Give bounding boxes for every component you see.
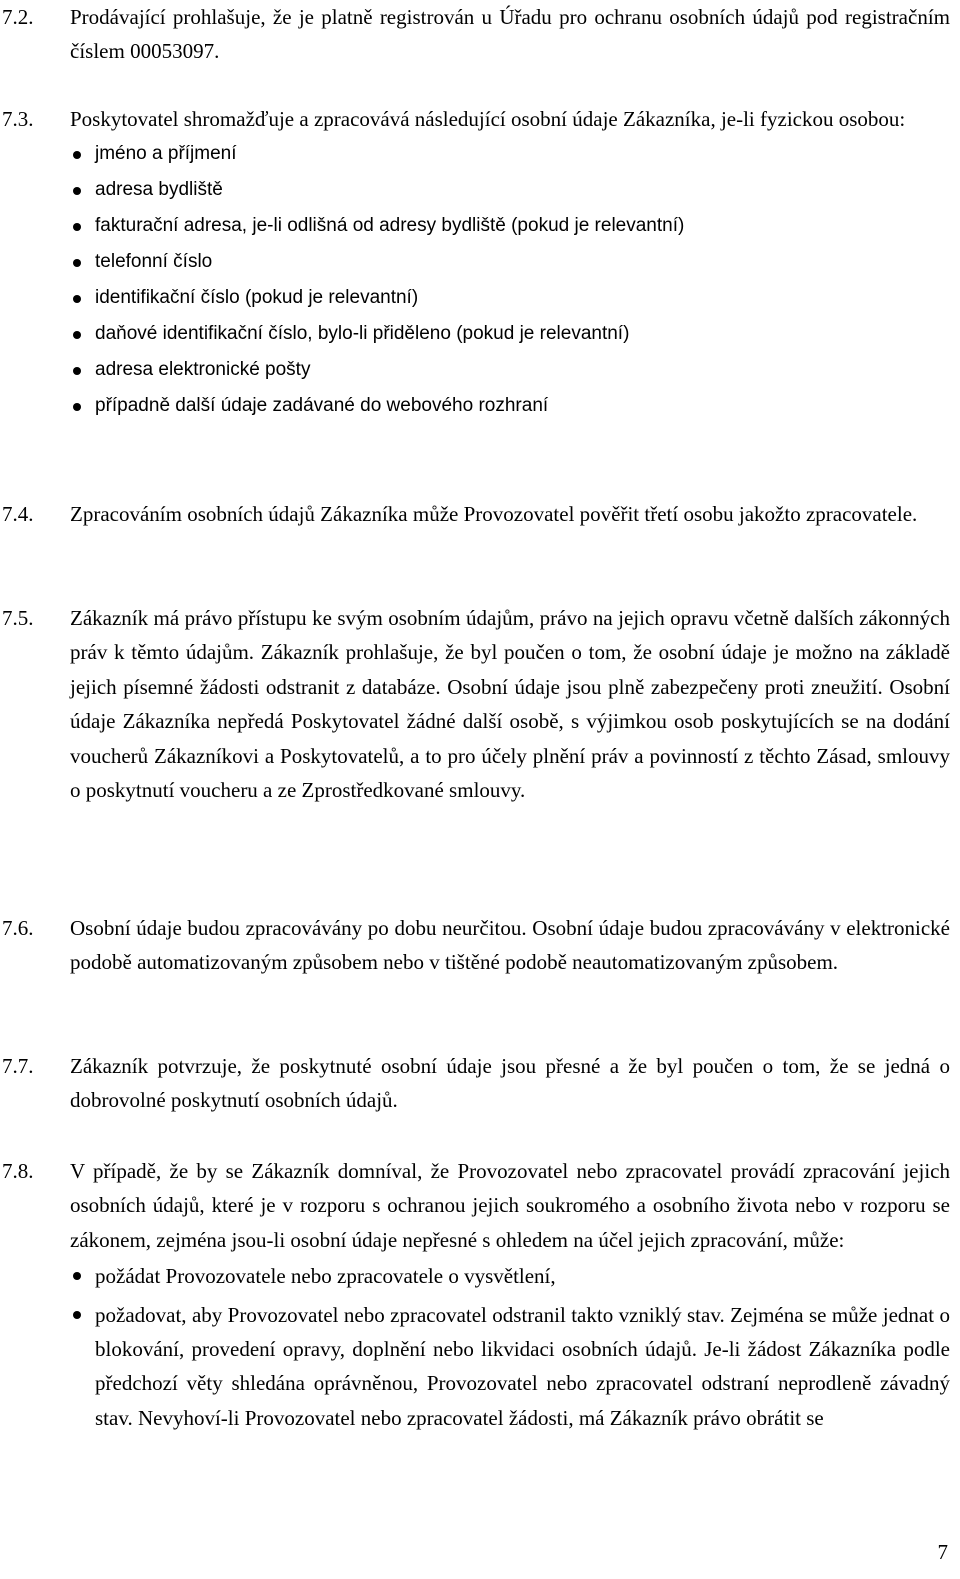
section-number: 7.8.	[2, 1159, 34, 1183]
bullet-icon	[73, 187, 81, 195]
bullet-icon	[73, 151, 81, 159]
list-item: případně další údaje zadávané do webového rozhraní	[70, 388, 950, 424]
list-item: daňové identifikační číslo, bylo-li přiděleno (pokud je relevantní)	[70, 316, 950, 352]
customer-rights-list	[70, 1259, 950, 1435]
section-text: Prodávající prohlašuje, že je platně registrován u Úřadu pro ochranu osobních údajů pod registračním číslem 00053097.	[70, 5, 950, 64]
list-item: identifikační číslo (pokud je relevantní)	[70, 280, 950, 316]
section-number: 7.5.	[2, 606, 34, 630]
page-number: 7	[937, 1540, 948, 1564]
bullet-icon	[73, 403, 81, 411]
section-number: 7.6.	[2, 916, 34, 940]
bullet-icon	[73, 1311, 81, 1319]
bullet-icon	[73, 331, 81, 339]
list-item: požádat Provozovatele nebo zpracovatele o vysvětlení,	[70, 1259, 950, 1293]
list-item: požadovat, aby Provozovatel nebo zpracovatel odstranil takto vzniklý stav. Zejména se může jednat o blokování, provedení opravy, doplnění nebo likvidaci osobních údajů. Je-li žádost Zákazníka podle předchozí věty shledána oprávněnou, Provozovatel nebo zpracovatel odstraní neprodleně závadný stav. Nevyhoví-li Provozovatel nebo zpracovatel žádosti, má Zákazník právo obrátit se	[70, 1298, 950, 1436]
section-text: Zpracováním osobních údajů Zákazníka může Provozovatel pověřit třetí osobu jakožto zpracovatele.	[70, 502, 918, 526]
bullet-icon	[73, 259, 81, 267]
section-text: Osobní údaje budou zpracovávány po dobu neurčitou. Osobní údaje budou zpracovávány v elektronické podobě automatizovaným způsobem nebo v tištěné podobě neautomatizovaným způsobem.	[70, 916, 950, 975]
section-number: 7.3.	[2, 107, 34, 131]
list-item: adresa bydliště	[70, 172, 950, 208]
bullet-icon	[73, 223, 81, 231]
list-item: fakturační adresa, je-li odlišná od adresy bydliště (pokud je relevantní)	[70, 208, 950, 244]
list-item: adresa elektronické pošty	[70, 352, 950, 388]
bullet-icon	[73, 295, 81, 303]
personal-data-list	[70, 136, 950, 424]
section-number: 7.2.	[2, 5, 34, 29]
bullet-icon	[73, 1272, 81, 1280]
section-intro: V případě, že by se Zákazník domníval, že Provozovatel nebo zpracovatel provádí zpracování jejich osobních údajů, které je v rozporu s ochranou jejich soukromého a osobního života nebo v rozporu se zákonem, zejména jsou-li osobní údaje nepřesné s ohledem na účel jejich zpracování, může:	[70, 1159, 950, 1252]
list-item: telefonní číslo	[70, 244, 950, 280]
section-text: Zákazník má právo přístupu ke svým osobním údajům, právo na jejich opravu včetně dalších zákonných práv k těmto údajům. Zákazník prohlašuje, že byl poučen o tom, že osobní údaje je možno na základě jejich písemné žádosti odstranit z databáze. Osobní údaje jsou plně zabezpečeny proti zneužití. Osobní údaje Zákazníka nepředá Poskytovatel žádné další osobě, s výjimkou osob poskytujících se na dodání voucherů Zákazníkovi a Poskytovatelů, a to pro účely plnění práv a povinností z těchto Zásad, smlouvy o poskytnutí voucheru a ze Zprostředkované smlouvy.	[70, 606, 950, 803]
section-text: Zákazník potvrzuje, že poskytnuté osobní údaje jsou přesné a že byl poučen o tom, že se jedná o dobrovolné poskytnutí osobních údajů.	[70, 1054, 950, 1113]
section-intro: Poskytovatel shromažďuje a zpracovává následující osobní údaje Zákazníka, je-li fyzickou osobou:	[70, 107, 906, 131]
bullet-icon	[73, 367, 81, 375]
list-item: jméno a příjmení	[70, 136, 950, 172]
section-number: 7.4.	[2, 502, 34, 526]
section-number: 7.7.	[2, 1054, 34, 1078]
